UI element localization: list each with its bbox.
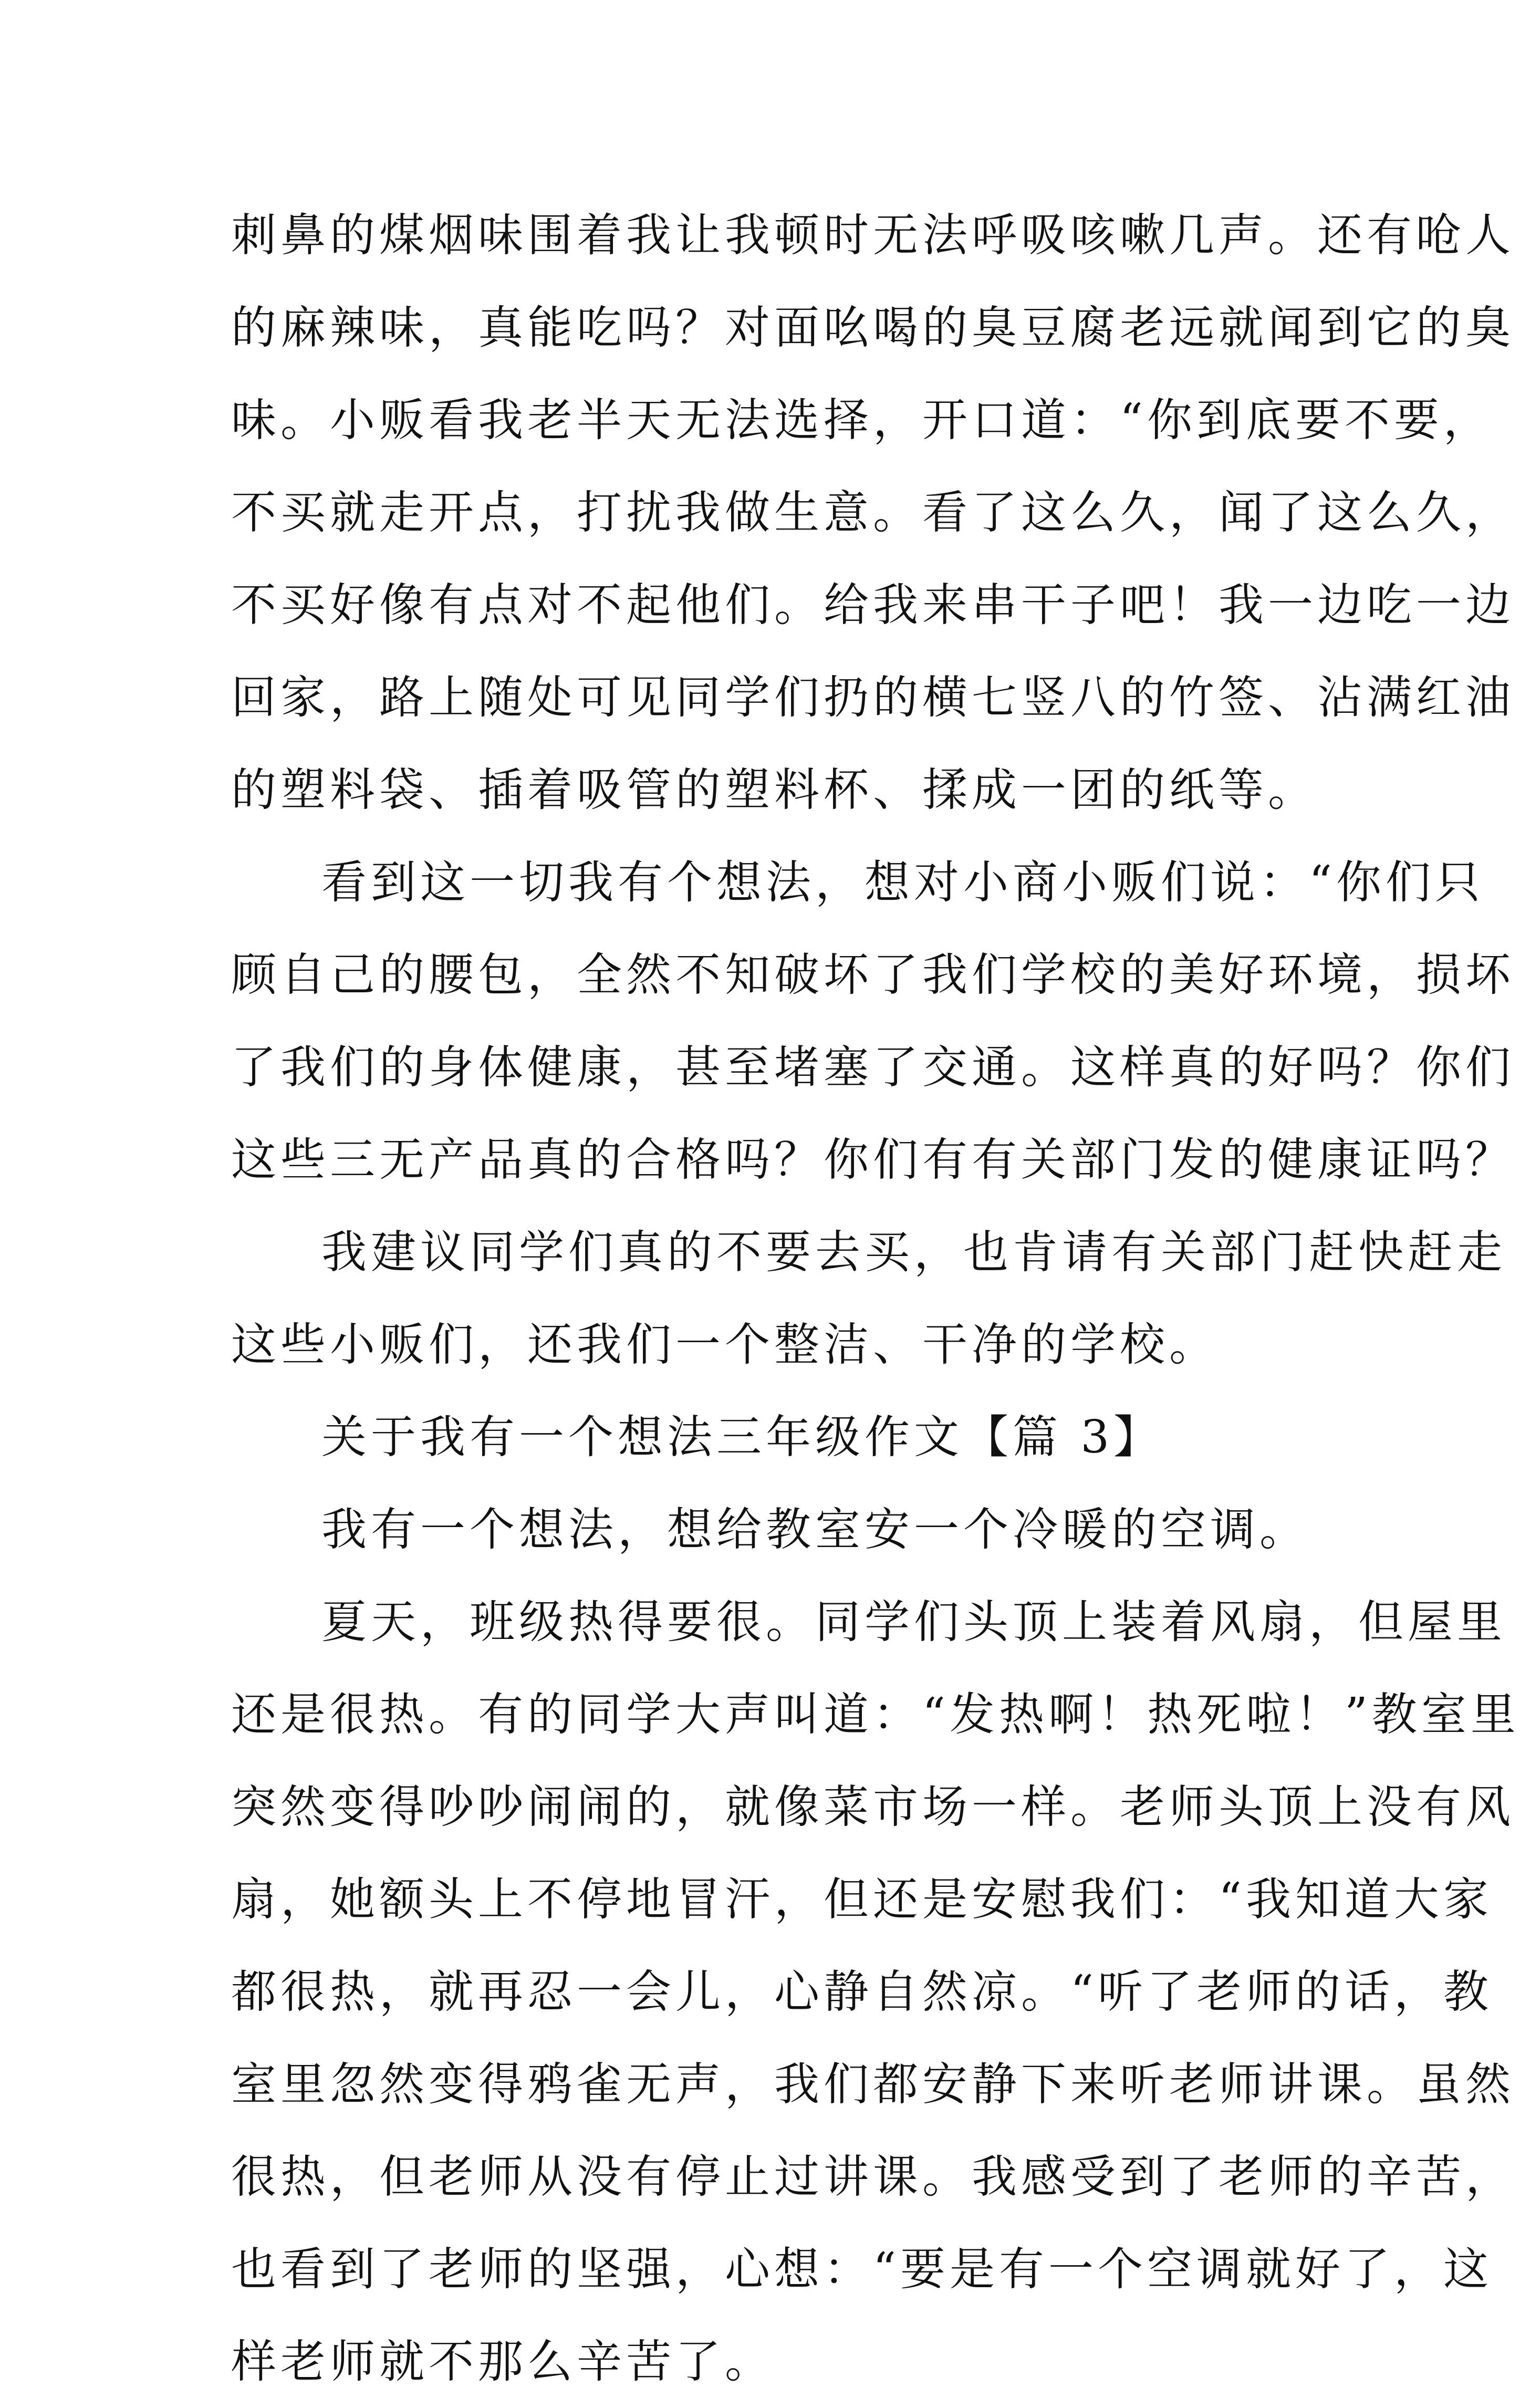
text-line: 的塑料袋、插着吸管的塑料杯、揉成一团的纸等。: [231, 764, 1317, 816]
text-line: 突然变得吵吵闹闹的，就像菜市场一样。老师头顶上没有风: [231, 1781, 1515, 1833]
paragraph-start-line: 我有一个想法，想给教室安一个冷暖的空调。: [321, 1503, 1309, 1556]
text-line: 了我们的身体健康，甚至堵塞了交通。这样真的好吗？你们: [231, 1041, 1515, 1094]
text-line: 扇，她额头上不停地冒汗，但还是安慰我们：“我知道大家: [231, 1873, 1493, 1926]
document-body: [231, 189, 1520, 2408]
paragraph-start-line: 看到这一切我有个想法，想对小商小贩们说：“你们只: [321, 856, 1484, 909]
text-line: 不买好像有点对不起他们。给我来串干子吧！我一边吃一边: [231, 579, 1515, 631]
text-line: 不买就走开点，打扰我做生意。看了这么久，闻了这么久，: [231, 486, 1515, 539]
text-line: 很热，但老师从没有停止过讲课。我感受到了老师的辛苦，: [231, 2151, 1515, 2203]
section-heading: 关于我有一个想法三年级作文【篇 3】: [321, 1411, 1163, 1464]
text-line: 回家，路上随处可见同学们扔的横七竖八的竹签、沾满红油: [231, 671, 1515, 724]
text-line: 样老师就不那么辛苦了。: [231, 2336, 774, 2388]
text-line: 味。小贩看我老半天无法选择，开口道：“你到底要不要，: [231, 394, 1493, 447]
text-line: 都很热，就再忍一会儿，心静自然凉。“听了老师的话，教: [231, 1966, 1493, 2018]
paragraph-start-line: 我建议同学们真的不要去买，也肯请有关部门赶快赶走: [321, 1226, 1506, 1279]
text-line: 这些小贩们，还我们一个整洁、干净的学校。: [231, 1319, 1219, 1371]
text-line: 这些三无产品真的合格吗？你们有有关部门发的健康证吗？: [231, 1134, 1515, 1186]
text-line: 顾自己的腰包，全然不知破坏了我们学校的美好环境，损坏: [231, 949, 1515, 1001]
paragraph-start-line: 夏天，班级热得要很。同学们头顶上装着风扇，但屋里: [321, 1596, 1506, 1648]
text-line: 室里忽然变得鸦雀无声，我们都安静下来听老师讲课。虽然: [231, 2058, 1515, 2111]
text-line: 还是很热。有的同学大声叫道：“发热啊！热死啦！”教室里: [231, 1688, 1520, 1741]
text-line: 刺鼻的煤烟味围着我让我顿时无法呼吸咳嗽几声。还有呛人: [231, 209, 1515, 262]
text-line: 的麻辣味，真能吃吗？对面吆喝的臭豆腐老远就闻到它的臭: [231, 302, 1515, 354]
text-line: 也看到了老师的坚强，心想：“要是有一个空调就好了，这: [231, 2243, 1493, 2296]
